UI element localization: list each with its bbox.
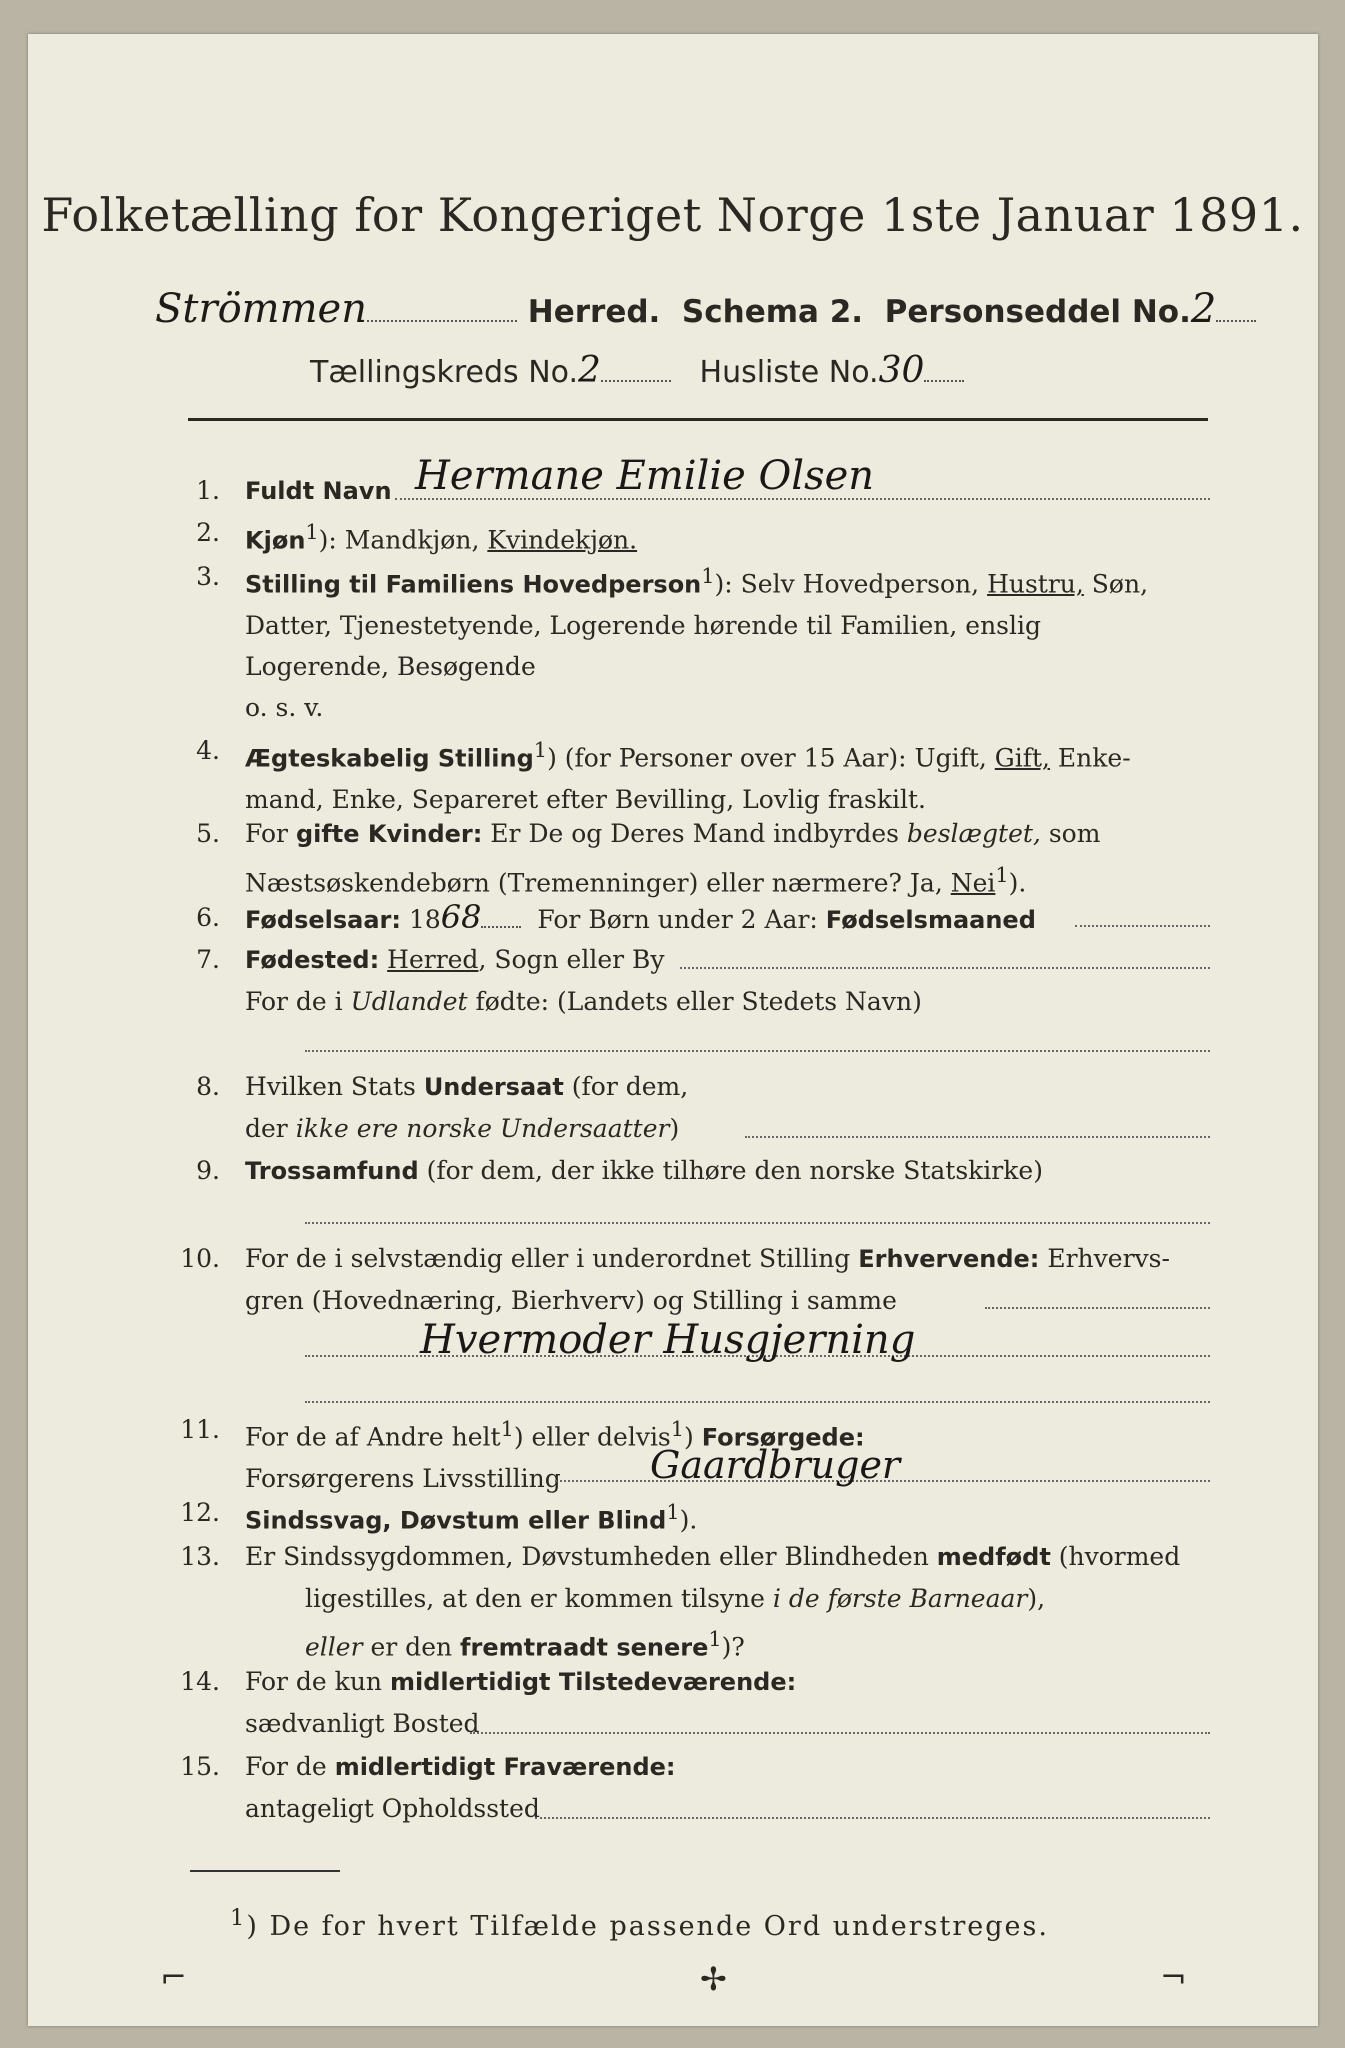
birthplace-options: , Sogn eller By — [478, 945, 665, 974]
kreds-dots — [601, 370, 671, 382]
birthplace-label: Fødested: — [245, 946, 380, 974]
full-name-handwritten-value: Hermane Emilie Olsen — [415, 453, 875, 499]
religion-question: (for dem, der ikke tilhøre den norske Statskirke) — [418, 1156, 1043, 1185]
occupation-question-line2: gren (Hovednæring, Bierhverv) og Stilling i samme — [245, 1286, 897, 1315]
abroad-question-italic: Udlandet — [350, 987, 468, 1016]
corner-mark-icon: ⌐ — [160, 1958, 187, 1996]
birth-month-label: Fødselsmaaned — [825, 906, 1036, 934]
center-mark-icon: ✢ — [700, 1960, 727, 1998]
kinship-question: Er De og Deres Mand indbyrdes — [482, 819, 907, 848]
husliste-dots — [924, 370, 964, 382]
congenital-question: Er Sindssygdommen, Døvstumheden eller Blindheden — [245, 1542, 937, 1571]
congenital-question-line3: er den — [362, 1632, 461, 1662]
usual-residence-dotted-line — [470, 1732, 1210, 1734]
kinship-question-line2: Næstsøskendebørn (Tremenninger) eller nærmere? Ja, — [245, 868, 951, 898]
disability-label: Sindssvag, Døvstum eller Blind — [245, 1506, 667, 1535]
footnote-divider — [190, 1870, 340, 1872]
occupation-dotted-line-1 — [985, 1307, 1210, 1309]
congenital-question-line2-end: ), — [1027, 1584, 1046, 1613]
kinship-selected-option: Nei — [950, 868, 996, 898]
item-number: 12. — [180, 1498, 220, 1527]
corner-mark-icon: ¬ — [1160, 1958, 1187, 1996]
footnote-ref: 1 — [701, 564, 715, 588]
birthplace-selected-option: Herred — [387, 945, 479, 974]
birth-year-prefix: 18 — [401, 905, 441, 934]
item-number: 8. — [196, 1072, 220, 1101]
marital-options: ) (for Personer over 15 Aar): Ugift, — [547, 743, 995, 773]
footnote-ref: 1 — [670, 1417, 685, 1441]
position-options-line2: Datter, Tjenestetyende, Logerende hørende til Familien, enslig — [245, 611, 1042, 641]
item-text — [245, 556, 1210, 728]
form-title: Folketælling for Kongeriget Norge 1ste Januar 1891. — [41, 188, 1304, 242]
item-number: 11. — [180, 1415, 220, 1444]
religion-label: Trossamfund — [245, 1157, 419, 1185]
citizenship-prefix: Hvilken Stats — [245, 1072, 424, 1101]
item-number: 14. — [180, 1667, 220, 1696]
personseddel-value: 2 — [1190, 286, 1217, 332]
citizenship-question-line2: der — [245, 1114, 296, 1143]
item-text — [245, 1536, 1210, 1668]
kinship-question-cont: som — [1040, 819, 1101, 848]
sex-label: Kjøn — [245, 526, 306, 555]
birth-year-label: Fødselsaar: — [245, 906, 401, 934]
occupation-question-cont: Erhvervs- — [1039, 1244, 1170, 1273]
item-number: 3. — [196, 562, 220, 591]
probable-location-label: antageligt Opholdssted — [245, 1794, 540, 1823]
marital-selected-option: Gift, — [994, 743, 1050, 773]
temporary-present-prefix: For de kun — [245, 1667, 390, 1696]
herred-line — [155, 286, 1256, 332]
birth-month-dotted-line — [1075, 925, 1210, 927]
herred-dots — [367, 310, 517, 322]
item-number: 10. — [180, 1244, 220, 1273]
header-divider — [188, 418, 1208, 421]
sex-options: ): Mandkjøn, — [318, 525, 488, 555]
full-name-label: Fuldt Navn — [245, 477, 392, 505]
dependent-question: For de af Andre helt — [245, 1422, 501, 1452]
provider-occupation-label: Forsørgerens Livsstilling — [245, 1464, 561, 1494]
disability-end: ). — [679, 1505, 698, 1535]
marital-options-line2: mand, Enke, Separeret efter Bevilling, Lovlig fraskilt. — [245, 785, 926, 815]
husliste-value: 30 — [878, 350, 925, 391]
congenital-question-cont: (hvormed — [1050, 1542, 1181, 1571]
position-label: Stilling til Familiens Hovedperson — [245, 570, 702, 599]
footnote-ref: 1 — [995, 863, 1009, 887]
temporary-present-label: midlertidigt Tilstedeværende: — [389, 1668, 797, 1696]
item-text — [245, 730, 1210, 820]
footnote — [230, 1905, 1049, 1942]
husliste-label: Husliste No. — [699, 355, 879, 390]
occupation-handwritten-value: Hvermoder Husgjerning — [420, 1317, 916, 1363]
item-number: 6. — [196, 903, 220, 932]
item-text — [245, 1492, 1210, 1541]
married-women-label: gifte Kvinder: — [295, 820, 483, 848]
congenital-question-line3-italic: eller — [305, 1632, 363, 1662]
citizenship-question-italic: ikke ere norske Undersaatter — [295, 1114, 670, 1143]
item-number: 13. — [180, 1542, 220, 1571]
temporary-absent-prefix: For de — [245, 1752, 335, 1781]
footnote-ref: 1 — [666, 1500, 680, 1524]
citizenship-dotted-line — [745, 1136, 1210, 1138]
position-options: ): Selv Hovedperson, — [714, 569, 988, 599]
position-options-cont: Søn, — [1083, 569, 1149, 599]
item-number: 15. — [180, 1752, 220, 1781]
footnote-ref: 1 — [533, 738, 548, 762]
citizenship-label: Undersaat — [423, 1073, 564, 1101]
kinship-question-italic: beslægtet, — [906, 819, 1041, 848]
sex-selected-option: Kvindekjøn. — [487, 525, 638, 555]
item-number: 5. — [196, 819, 220, 848]
congenital-label: medfødt — [936, 1543, 1051, 1571]
footnote-marker: 1 — [230, 1905, 247, 1931]
dependent-question-end: ) — [684, 1422, 702, 1452]
herred-label: Herred. — [527, 294, 661, 330]
citizenship-question-end: ) — [669, 1114, 680, 1143]
kinship-question-end: ). — [1008, 868, 1027, 898]
item-number: 7. — [196, 945, 220, 974]
provider-occupation-handwritten-value: Gaardbruger — [650, 1443, 901, 1487]
abroad-question: For de i — [245, 987, 351, 1016]
birth-month-question: For Børn under 2 Aar: — [537, 905, 826, 934]
congenital-question-italic: i de første Barneaar — [772, 1584, 1028, 1613]
married-women-prefix: For — [245, 819, 296, 848]
item-number: 9. — [196, 1156, 220, 1185]
kreds-value: 2 — [578, 350, 601, 391]
usual-residence-label: sædvanligt Bosted — [245, 1709, 480, 1738]
dependent-question-cont: ) eller delvis — [513, 1422, 671, 1452]
birth-year-dots — [481, 916, 521, 928]
citizenship-question: (for dem, — [563, 1072, 689, 1101]
birthplace-dotted-line — [680, 967, 1210, 969]
item-text — [245, 897, 1210, 941]
personseddel-label: Personseddel No. — [884, 294, 1191, 330]
item-text — [245, 512, 1210, 561]
birth-year-handwritten-value: 68 — [440, 898, 482, 936]
item-number: 1. — [196, 476, 220, 505]
abroad-question-cont: fødte: (Landets eller Stedets Navn) — [467, 987, 922, 1016]
occupation-label: Erhvervende: — [858, 1245, 1040, 1273]
probable-location-dotted-line — [535, 1817, 1210, 1819]
congenital-question-line2: ligestilles, at den er kommen tilsyne — [305, 1584, 773, 1613]
acquired-later-label: fremtraadt senere — [460, 1633, 709, 1662]
position-options-line4: o. s. v. — [245, 693, 324, 723]
footnote-ref: 1 — [500, 1417, 514, 1441]
marital-label: Ægteskabelig Stilling — [245, 744, 534, 773]
occupation-dotted-line-3 — [305, 1401, 1210, 1403]
schema-label: Schema 2. — [681, 294, 864, 330]
occupation-question: For de i selvstændig eller i underordnet Stilling — [245, 1244, 859, 1273]
item-text — [245, 1150, 1210, 1192]
temporary-absent-label: midlertidigt Fraværende: — [334, 1753, 676, 1781]
footnote-ref: 1 — [305, 520, 319, 544]
abroad-dotted-line — [305, 1050, 1210, 1052]
personseddel-dots — [1216, 310, 1256, 322]
dependent-label: Forsørgede: — [701, 1423, 865, 1452]
position-selected-option: Hustru, — [987, 569, 1084, 599]
kreds-line — [310, 350, 964, 391]
item-number: 4. — [196, 736, 220, 765]
footnote-text: ) De for hvert Tilfælde passende Ord understreges. — [246, 1911, 1049, 1942]
item-text — [245, 939, 1210, 1022]
footnote-ref: 1 — [708, 1627, 722, 1651]
congenital-question-end: )? — [721, 1632, 745, 1662]
religion-dotted-line — [305, 1222, 1210, 1224]
herred-handwritten-value: Strömmen — [155, 286, 367, 332]
marital-options-cont: Enke- — [1049, 743, 1131, 773]
item-text — [245, 813, 1210, 903]
item-number: 2. — [196, 518, 220, 547]
kreds-label: Tællingskreds No. — [310, 355, 578, 390]
position-options-line3: Logerende, Besøgende — [245, 652, 536, 682]
